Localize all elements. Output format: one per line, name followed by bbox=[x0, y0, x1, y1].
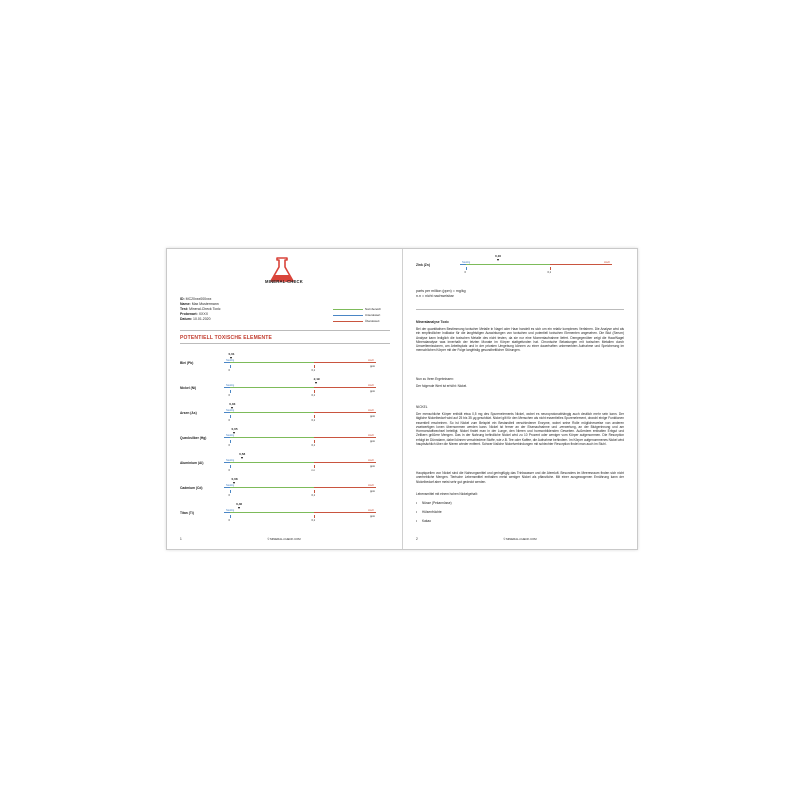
tick-mark bbox=[230, 415, 231, 418]
tick-mark bbox=[314, 490, 315, 493]
list-item: • Kakao bbox=[416, 519, 432, 523]
value-marker-icon bbox=[230, 357, 232, 359]
unit-label: ppm bbox=[370, 415, 376, 418]
unit-label: ppm bbox=[370, 440, 376, 443]
analysis-heading: Mineralanalyse Toxic bbox=[416, 320, 449, 324]
low-label: Niedrig bbox=[226, 384, 235, 387]
element-row bbox=[180, 503, 390, 527]
tick-label: 0,1 bbox=[311, 444, 316, 447]
low-label: Niedrig bbox=[226, 434, 235, 437]
divider bbox=[180, 330, 390, 331]
tick-mark bbox=[314, 415, 315, 418]
unit-note-ppm: parts per million (ppm) = mg/kg bbox=[416, 289, 466, 293]
unit-note-nn: n.n = nicht nachweisbar bbox=[416, 294, 454, 298]
tick-label: 0,1 bbox=[311, 419, 316, 422]
scale-segment bbox=[314, 437, 376, 438]
value-marker-icon bbox=[497, 259, 499, 261]
unit-label: ppm bbox=[370, 515, 376, 518]
high-label: Hoch bbox=[368, 484, 375, 487]
tick-label: 0,1 bbox=[311, 369, 316, 372]
element-value: 0,16 bbox=[495, 254, 502, 258]
scale-segment bbox=[230, 512, 314, 513]
nickel-text: Der menschliche Körper enthält etwa 0,5 mg des Spurenelements Nickel, wobei es neuroprotonabhängig auch deutlich mehr sein kann. Der tägliche Nickelbedarf wird auf 25 bis 35 µg geschätzt. Nickel gilt für den Menschen als nicht essentielles Spurenelement, obwohl einige Funktionen essentiell erscheinen. So ist Nickel zum Beispiel ein Bestandteil verschiedener Enzyme, wobei seine Rolle möglicherweise von anderen zweiwertigen Ionen übernommen werden kann. Nickel ist ferner an der Eisenaufnahme und -verwertung, an der Blutgerinnung und am Hormonstoffwechsel beteiligt. Nickel findet man in der Lunge, den Nieren und hormonbildenden Geweben. Außerdem enthalten Erbgut und Zellkern größere Mengen. Das in der Nahrung befindliche Nickel wird zu 10 Prozent oder weniger vom Körper aufgenommen. Die Resorption erfolgt im Dünndarm, dabei können verschiedene Stoffe, wie z.B. Tee oder Kaffee, die Aufnahme behindern. Im Körper aufgenommenes Nickel wird hauptsächlich über die Nieren wieder entfernt. Schwer lösliche Nickelverbindungen mit schlechter Resorption findet man auch im Stuhl. bbox=[416, 412, 625, 447]
footer-url: © MINERAL-CHECK.COM bbox=[503, 537, 537, 541]
element-row-zinc: Zink (Zn) Niedrig Hoch 0,16 0 0,1 bbox=[416, 254, 611, 274]
scale-segment bbox=[314, 387, 376, 388]
tick-mark bbox=[314, 465, 315, 468]
foods-heading: Lebensmittel mit einem hohen Nickelgehalt: bbox=[416, 492, 478, 496]
unit-label: ppm bbox=[370, 365, 376, 368]
result-intro: Nun zu Ihren Ergebnissen: bbox=[416, 377, 454, 381]
tick-mark bbox=[314, 515, 315, 518]
section-title: POTENTIELL TOXISCHE ELEMENTE bbox=[180, 335, 273, 341]
element-value: 0,03 bbox=[229, 402, 236, 406]
element-name: Quecksilber (Hg) bbox=[180, 436, 207, 440]
meta-test: Test: Mineral-Check Toxic bbox=[180, 307, 221, 311]
page-left bbox=[167, 249, 401, 549]
element-value: 0,01 bbox=[228, 352, 235, 356]
element-row bbox=[180, 428, 390, 452]
tick-mark bbox=[314, 390, 315, 393]
nickel-text-sources: Hauptquellen von Nickel sind die Nahrungsmittel und geringfügig das Trinkwasser und die Atemluft. Besonders im Meeresraum finden sich nicht unerhebliche Mengen. Tierische Lebensmittel enthalten meist weniger Nickel als pflanzliche. Mit einer ausgewogenen Ernährung kann der Nickelbedarf aber meist sehr gut gedeckt werden. bbox=[416, 471, 624, 484]
legend-low: Unterdosiert bbox=[333, 313, 391, 318]
element-name: Cadmium (Cd) bbox=[180, 486, 203, 490]
low-label: Niedrig bbox=[226, 409, 235, 412]
scale-segment bbox=[230, 412, 314, 413]
tick-label: 0 bbox=[228, 469, 230, 472]
page-number: 2 bbox=[416, 537, 418, 541]
low-label: Niedrig bbox=[226, 359, 235, 362]
value-marker-icon bbox=[233, 432, 235, 434]
list-item: • Hülsenfrüchte bbox=[416, 510, 442, 514]
high-label: Hoch bbox=[368, 384, 375, 387]
tick-label: 0,1 bbox=[311, 519, 316, 522]
unit-label: ppm bbox=[370, 465, 376, 468]
low-label: Niedrig bbox=[226, 509, 235, 512]
footer-url: © MINERAL-CHECK.COM bbox=[267, 537, 301, 541]
element-value: 0,58 bbox=[239, 452, 246, 456]
meta-name: Name: Max Mustermann bbox=[180, 302, 219, 306]
scale-segment bbox=[314, 412, 376, 413]
meta-sample-type: Probenart: XXXX bbox=[180, 312, 209, 316]
low-label: Niedrig bbox=[226, 484, 235, 487]
high-label: Hoch bbox=[368, 409, 375, 412]
scale-segment bbox=[230, 362, 314, 363]
tick-label: 0 bbox=[228, 369, 230, 372]
page-number: 1 bbox=[180, 537, 182, 541]
tick-mark bbox=[230, 440, 231, 443]
tick-label: 0 bbox=[228, 444, 230, 447]
low-label: Niedrig bbox=[226, 459, 235, 462]
element-name: Arsen (As) bbox=[180, 411, 197, 415]
tick-label: 0 bbox=[228, 519, 230, 522]
unit-label: ppm bbox=[370, 490, 376, 493]
element-value: 0,46 bbox=[236, 502, 243, 506]
value-marker-icon bbox=[233, 482, 235, 484]
high-label: Hoch bbox=[368, 359, 375, 362]
element-value: 0,05 bbox=[231, 427, 238, 431]
value-marker-icon bbox=[241, 457, 243, 459]
value-marker-icon bbox=[315, 382, 317, 384]
element-name: Blei (Pb) bbox=[180, 361, 194, 365]
divider bbox=[416, 309, 624, 310]
tick-mark bbox=[230, 465, 231, 468]
divider bbox=[180, 343, 390, 344]
element-value: 2,19 bbox=[313, 377, 320, 381]
page-right bbox=[402, 249, 637, 549]
element-name: Zink (Zn) bbox=[416, 263, 430, 267]
list-item: • Nüsse (Pekannüsse) bbox=[416, 501, 452, 505]
tick-label: 0 bbox=[228, 494, 230, 497]
brand-name: MINERAL-CHECK bbox=[265, 279, 303, 284]
scale-segment bbox=[230, 487, 314, 488]
element-row bbox=[180, 453, 390, 477]
tick-label: 0 bbox=[228, 419, 230, 422]
scale-segment bbox=[314, 512, 376, 513]
scale-segment bbox=[230, 387, 314, 388]
element-name: Titan (Ti) bbox=[180, 511, 194, 515]
nickel-heading: NICKEL bbox=[416, 405, 428, 409]
element-row bbox=[180, 403, 390, 427]
element-value: 0,08 bbox=[231, 477, 238, 481]
tick-mark bbox=[230, 365, 231, 368]
element-row bbox=[180, 353, 390, 377]
tick-label: 0,1 bbox=[311, 394, 316, 397]
scale-segment bbox=[230, 462, 314, 463]
scale-segment bbox=[314, 487, 376, 488]
scale-segment bbox=[314, 362, 376, 363]
meta-id: ID: MC20xxx000xxx bbox=[180, 297, 212, 301]
element-name: Nickel (Ni) bbox=[180, 386, 197, 390]
tick-mark bbox=[230, 490, 231, 493]
scale-segment bbox=[314, 462, 376, 463]
analysis-text: Bei der quantitativen Bestimmung toxischer Metalle in Nagel oder Haar handelt es sich um ein relativ komplexes Verfahren. Die Analyse wird als ein empfindlicher Indikator für die langfristigen Auswirkungen von toxischen und potentiell toxischen Elementen angesehen. Die Blut (Serum) Analyse kann lediglich die toxischen Metalle des nicht testen, da sie nur eine Momentaufnahme liefert. Demgegenüber zeigt die Haar/Nagel Mineralanalyse was innerhalb der letzten Monate im Körper stattgefunden hat. Chronische Belastungen mit toxischen Metallen durch Umweltemissionen, am Arbeitsplatz und in der privaten Umgebung können zu einer dauerhaften unbemerkten Aufnahme und Speicherung im menschlichen Körper mit der Folge langfristig gesundheitlicher Störungen. bbox=[416, 327, 624, 353]
value-marker-icon bbox=[231, 407, 233, 409]
tick-mark bbox=[314, 365, 315, 368]
high-label: Hoch bbox=[368, 459, 375, 462]
result-note: Der folgende Wert ist erhöht: Nickel. bbox=[416, 384, 468, 388]
tick-mark bbox=[230, 515, 231, 518]
legend-normal: Normbereich bbox=[333, 307, 391, 312]
element-row bbox=[180, 378, 390, 402]
tick-label: 0 bbox=[228, 394, 230, 397]
tick-label: 0,1 bbox=[311, 494, 316, 497]
scale-segment bbox=[230, 437, 314, 438]
unit-label: ppm bbox=[370, 390, 376, 393]
high-label: Hoch bbox=[368, 509, 375, 512]
high-label: Hoch bbox=[368, 434, 375, 437]
document-spread bbox=[166, 248, 638, 550]
meta-date: Datum: 10.01.2020 bbox=[180, 317, 211, 321]
tick-mark bbox=[314, 440, 315, 443]
legend-high: Überdosiert bbox=[333, 319, 391, 324]
element-row bbox=[180, 478, 390, 502]
element-name: Aluminium (Al) bbox=[180, 461, 204, 465]
value-marker-icon bbox=[238, 507, 240, 509]
tick-mark bbox=[230, 390, 231, 393]
tick-label: n.n bbox=[311, 469, 316, 472]
